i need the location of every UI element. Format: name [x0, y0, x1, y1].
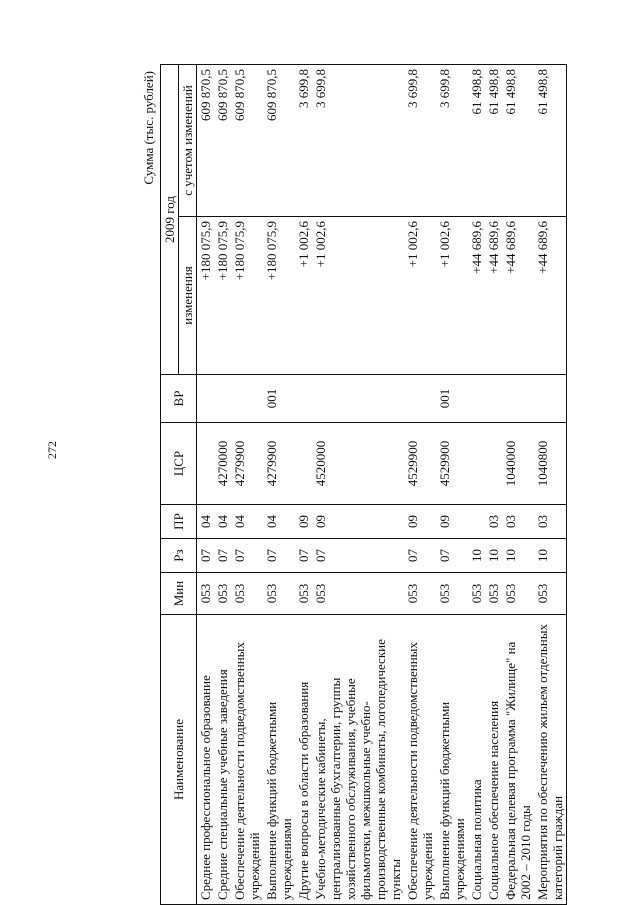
- header-csr: ЦСР: [161, 423, 197, 505]
- header-pr: ПР: [161, 505, 197, 539]
- header-with-changes: с учетом изменений: [179, 65, 197, 217]
- row-rz-cell: 07: [404, 539, 436, 573]
- row-changes-cell: +44 689,6: [502, 217, 534, 375]
- row-total-cell: 609 870,5: [197, 65, 215, 217]
- row-changes-cell: +180 075,9: [197, 217, 215, 375]
- header-min: Мин: [161, 573, 197, 615]
- table-row: [485, 65, 502, 905]
- row-changes-cell: +1 002,6: [436, 217, 468, 375]
- table-row: [404, 65, 436, 905]
- row-name-cell: Мероприятия по обеспечению жильем отдельных категорий граждан: [534, 615, 567, 905]
- row-pr-cell: 03: [485, 505, 502, 539]
- budget-table: [160, 64, 567, 905]
- units-label: Сумма (тыс. рублей): [141, 71, 156, 185]
- row-vr-cell: [295, 375, 312, 423]
- row-changes-cell: +180 075,9: [231, 217, 263, 375]
- row-vr-cell: [502, 375, 534, 423]
- row-name-cell: Федеральная целевая программа "Жилище" на 2002 – 2010 годы: [502, 615, 534, 905]
- row-changes-cell: +180 075,9: [263, 217, 295, 375]
- header-changes: изменения: [179, 217, 197, 375]
- row-name-cell: Другие вопросы в области образования: [295, 615, 312, 905]
- table-row: [295, 65, 312, 905]
- row-min-cell: 053: [295, 573, 312, 615]
- row-name-cell: Обеспечение деятельности подведомственных учреждений: [404, 615, 436, 905]
- header-year: 2009 год: [161, 65, 179, 375]
- page-number: 272: [45, 441, 59, 459]
- table-row: [263, 65, 295, 905]
- row-total-cell: 61 498,8: [502, 65, 534, 217]
- table-row: [468, 65, 485, 905]
- row-min-cell: 053: [197, 573, 215, 615]
- row-vr-cell: [197, 375, 215, 423]
- row-pr-cell: 04: [263, 505, 295, 539]
- table-row: [197, 65, 215, 905]
- table-row: [312, 65, 404, 905]
- header-rz: Рз: [161, 539, 197, 573]
- row-vr-cell: [485, 375, 502, 423]
- row-rz-cell: 07: [214, 539, 231, 573]
- row-vr-cell: 001: [436, 375, 468, 423]
- row-pr-cell: 04: [231, 505, 263, 539]
- row-csr-cell: 1040800: [534, 423, 567, 505]
- row-total-cell: 3 699,8: [295, 65, 312, 217]
- row-rz-cell: 07: [231, 539, 263, 573]
- row-name-cell: Средние специальные учебные заведения: [214, 615, 231, 905]
- row-min-cell: 053: [468, 573, 485, 615]
- row-csr-cell: 4520000: [312, 423, 404, 505]
- row-pr-cell: 03: [502, 505, 534, 539]
- row-name-cell: Учебно-методические кабинеты, централизованные бухгалтерии, группы хозяйственного обслуживания, учебные фильмотеки, межшкольные учебно-производственные комбинаты, логопедические пункты: [312, 615, 404, 905]
- row-rz-cell: 10: [468, 539, 485, 573]
- row-name-cell: Социальная политика: [468, 615, 485, 905]
- row-rz-cell: 07: [263, 539, 295, 573]
- row-total-cell: 3 699,8: [436, 65, 468, 217]
- row-vr-cell: 001: [263, 375, 295, 423]
- row-vr-cell: [214, 375, 231, 423]
- row-changes-cell: +44 689,6: [485, 217, 502, 375]
- table-row: [534, 65, 567, 905]
- row-csr-cell: [295, 423, 312, 505]
- row-total-cell: 3 699,8: [404, 65, 436, 217]
- row-name-cell: Выполнение функций бюджетными учреждениями: [263, 615, 295, 905]
- row-changes-cell: +180 075,9: [214, 217, 231, 375]
- row-min-cell: 053: [231, 573, 263, 615]
- table-row: [436, 65, 468, 905]
- row-rz-cell: 10: [502, 539, 534, 573]
- row-pr-cell: [468, 505, 485, 539]
- row-changes-cell: +1 002,6: [312, 217, 404, 375]
- row-changes-cell: +1 002,6: [404, 217, 436, 375]
- row-csr-cell: 4279900: [231, 423, 263, 505]
- header-name: Наименование: [161, 615, 197, 905]
- row-vr-cell: [404, 375, 436, 423]
- row-rz-cell: 10: [534, 539, 567, 573]
- row-pr-cell: 04: [214, 505, 231, 539]
- row-name-cell: Социальное обеспечение населения: [485, 615, 502, 905]
- row-pr-cell: 09: [404, 505, 436, 539]
- row-csr-cell: [197, 423, 215, 505]
- row-csr-cell: [468, 423, 485, 505]
- row-pr-cell: 03: [534, 505, 567, 539]
- row-min-cell: 053: [214, 573, 231, 615]
- row-min-cell: 053: [502, 573, 534, 615]
- row-csr-cell: 4279900: [263, 423, 295, 505]
- row-min-cell: 053: [534, 573, 567, 615]
- row-min-cell: 053: [312, 573, 404, 615]
- row-csr-cell: 4529900: [436, 423, 468, 505]
- row-changes-cell: +1 002,6: [295, 217, 312, 375]
- row-rz-cell: 07: [436, 539, 468, 573]
- header-vr: ВР: [161, 375, 197, 423]
- row-name-cell: Обеспечение деятельности подведомственных учреждений: [231, 615, 263, 905]
- row-pr-cell: 04: [197, 505, 215, 539]
- row-rz-cell: 07: [295, 539, 312, 573]
- row-min-cell: 053: [404, 573, 436, 615]
- row-rz-cell: 07: [312, 539, 404, 573]
- row-rz-cell: 10: [485, 539, 502, 573]
- row-changes-cell: +44 689,6: [468, 217, 485, 375]
- row-min-cell: 053: [436, 573, 468, 615]
- row-total-cell: 61 498,8: [485, 65, 502, 217]
- table-row: [214, 65, 231, 905]
- row-csr-cell: 4529900: [404, 423, 436, 505]
- row-pr-cell: 09: [295, 505, 312, 539]
- table-row: [231, 65, 263, 905]
- row-min-cell: 053: [485, 573, 502, 615]
- row-vr-cell: [231, 375, 263, 423]
- row-pr-cell: 09: [312, 505, 404, 539]
- table-row: [502, 65, 534, 905]
- row-rz-cell: 07: [197, 539, 215, 573]
- row-total-cell: 609 870,5: [231, 65, 263, 217]
- row-pr-cell: 09: [436, 505, 468, 539]
- row-vr-cell: [534, 375, 567, 423]
- row-csr-cell: 4270000: [214, 423, 231, 505]
- row-vr-cell: [312, 375, 404, 423]
- row-total-cell: 61 498,8: [468, 65, 485, 217]
- row-total-cell: 609 870,5: [214, 65, 231, 217]
- row-csr-cell: 1040000: [502, 423, 534, 505]
- row-vr-cell: [468, 375, 485, 423]
- row-csr-cell: [485, 423, 502, 505]
- row-name-cell: Выполнение функций бюджетными учреждениями: [436, 615, 468, 905]
- row-total-cell: 609 870,5: [263, 65, 295, 217]
- table-body: [197, 65, 567, 905]
- row-min-cell: 053: [263, 573, 295, 615]
- budget-table-page: [140, 65, 600, 905]
- row-changes-cell: +44 689,6: [534, 217, 567, 375]
- row-name-cell: Среднее профессиональное образование: [197, 615, 215, 905]
- row-total-cell: 61 498,8: [534, 65, 567, 217]
- row-total-cell: 3 699,8: [312, 65, 404, 217]
